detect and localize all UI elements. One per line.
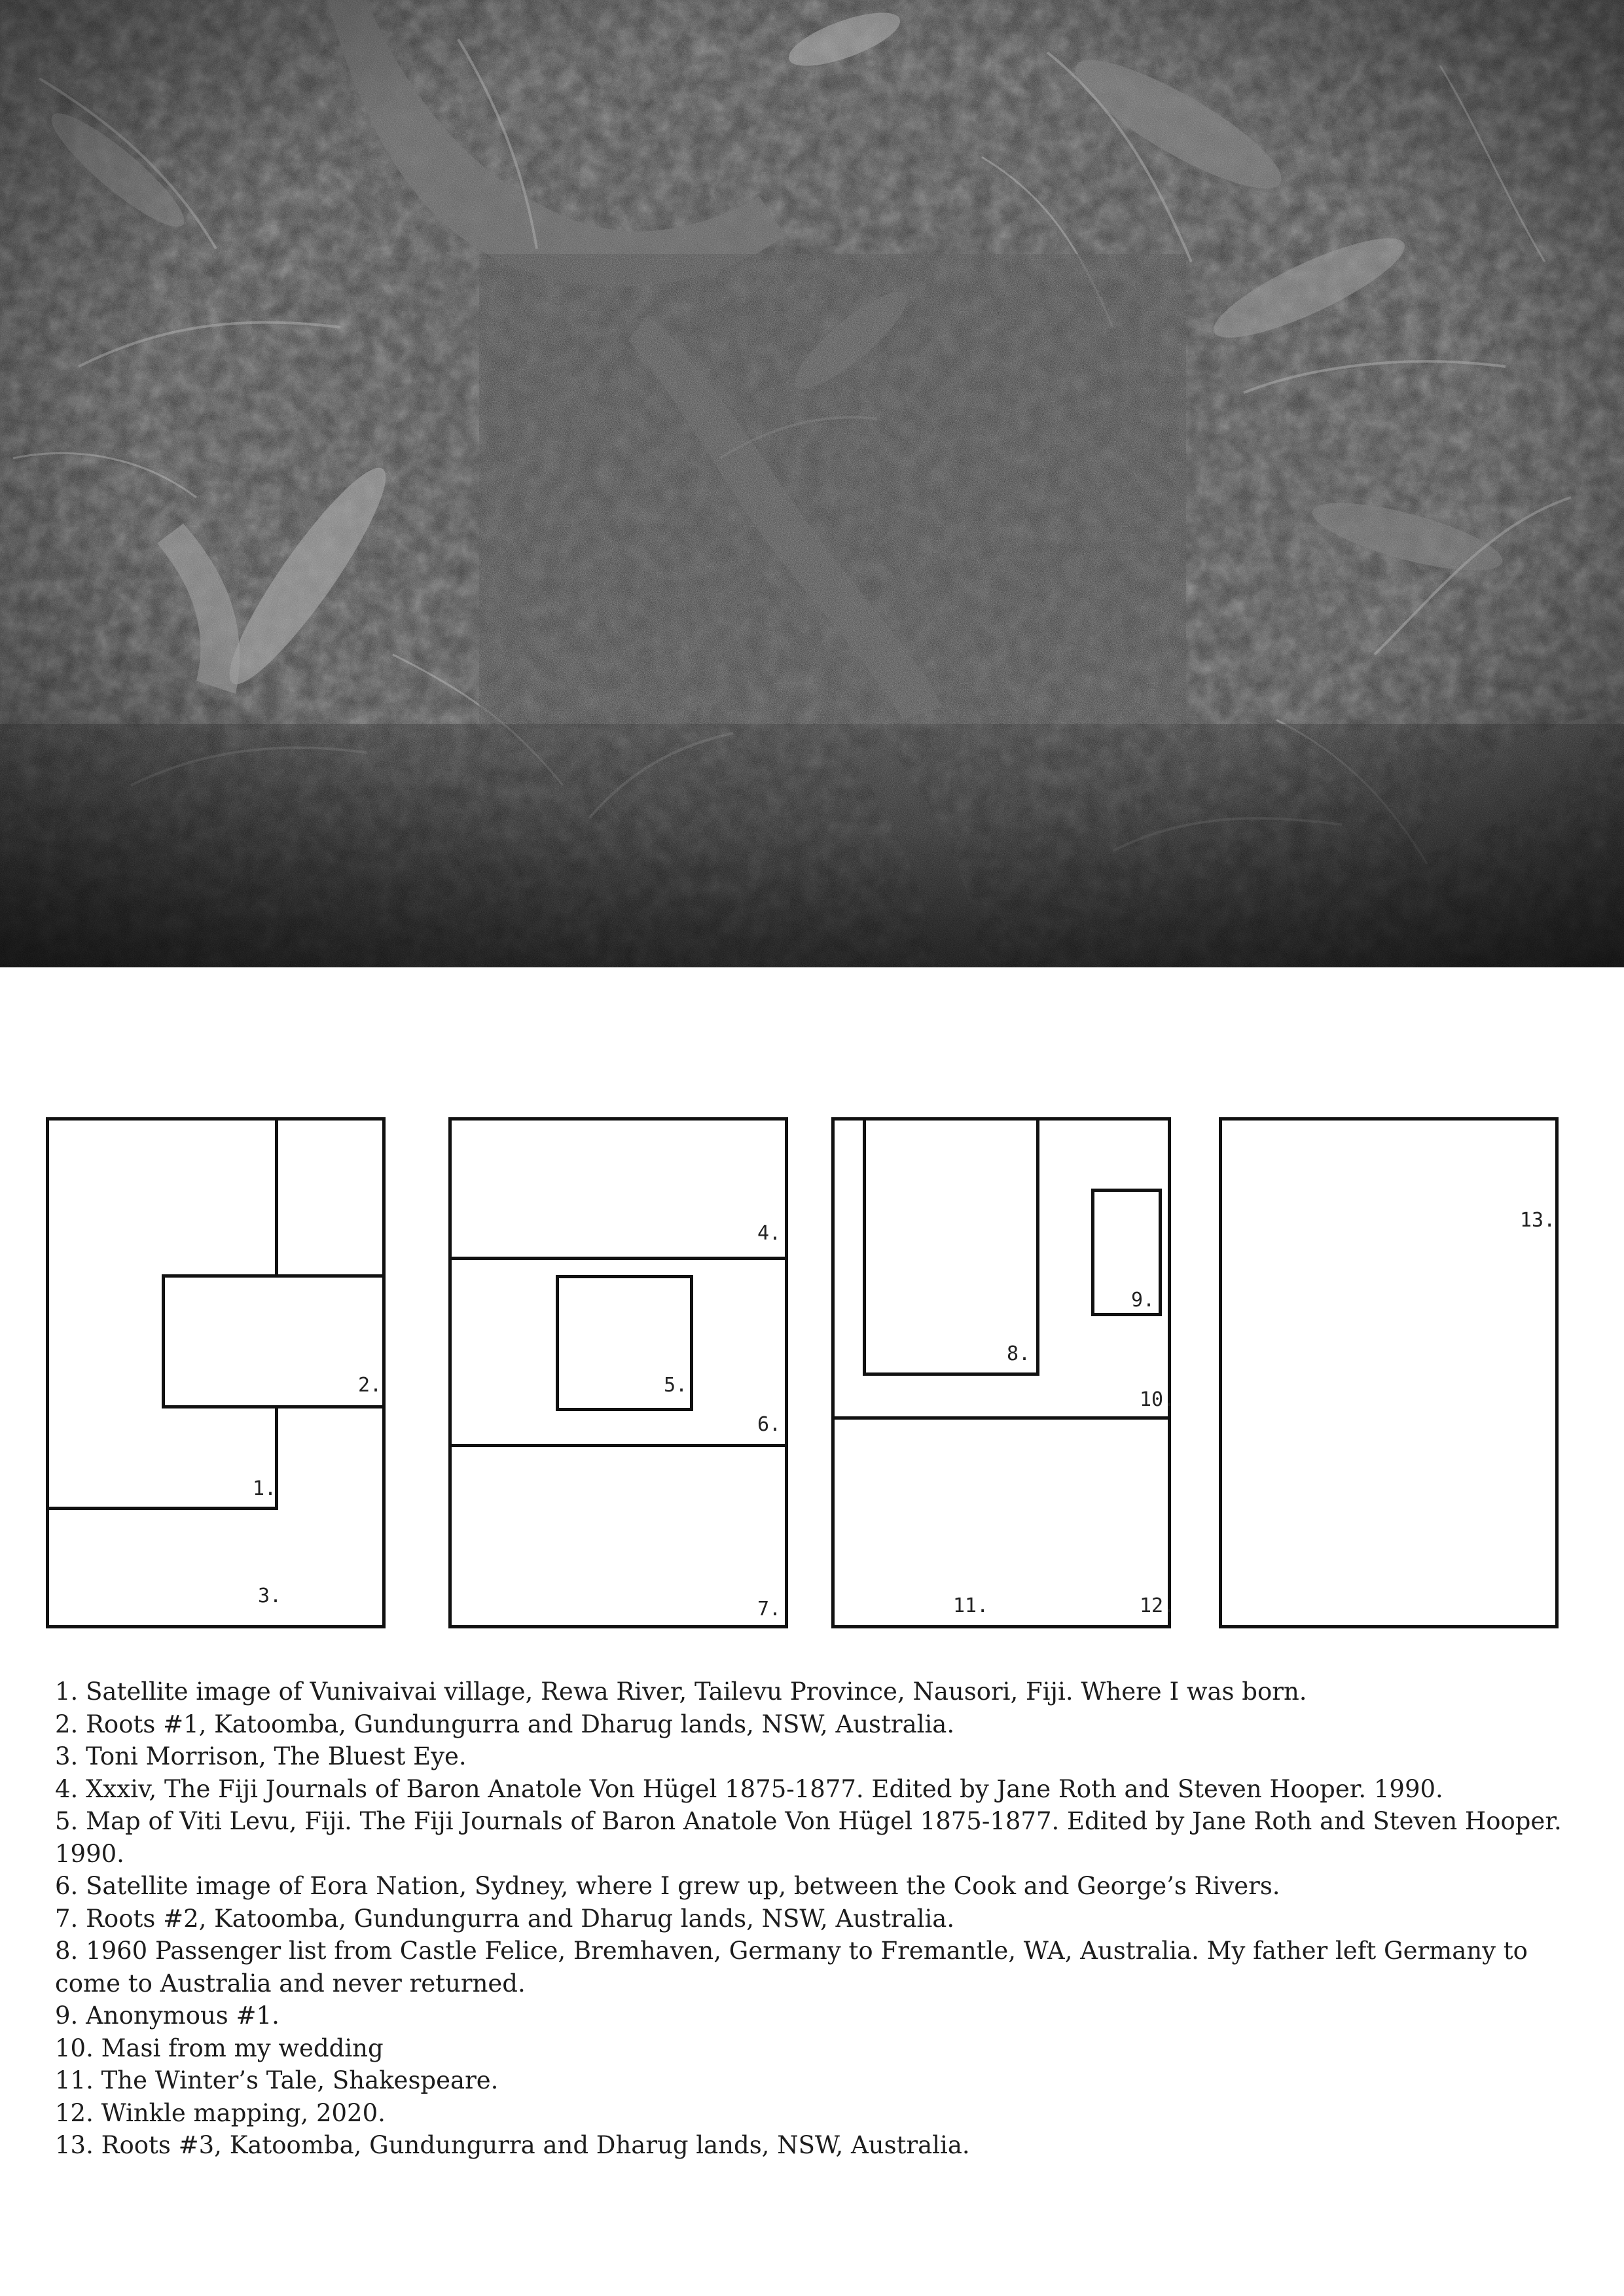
layout-diagram-1 xyxy=(46,1117,386,1628)
divider xyxy=(835,1416,1168,1420)
region-8 xyxy=(863,1117,1039,1376)
divider xyxy=(452,1444,785,1447)
caption-2: 2. Roots #1, Katoomba, Gundungurra and Dharug lands, NSW, Australia. xyxy=(55,1710,955,1738)
label-1: 1. xyxy=(253,1477,277,1500)
label-12: 12. xyxy=(1140,1594,1176,1617)
region-2 xyxy=(162,1274,386,1408)
label-7: 7. xyxy=(757,1598,782,1621)
label-6: 6. xyxy=(757,1413,782,1436)
label-2: 2. xyxy=(358,1374,382,1397)
label-13: 13. xyxy=(1520,1209,1556,1232)
caption-5: 5. Map of Viti Levu, Fiji. The Fiji Journals of Baron Anatole Von Hügel 1875-1877. Edited by Jane Roth and Steven Hooper. 1990. xyxy=(55,1807,1562,1868)
layout-diagram-2 xyxy=(448,1117,788,1628)
label-4: 4. xyxy=(757,1222,782,1245)
caption-6: 6. Satellite image of Eora Nation, Sydney, where I grew up, between the Cook and George’s Rivers. xyxy=(55,1872,1280,1900)
label-11: 11. xyxy=(953,1594,989,1617)
label-5: 5. xyxy=(664,1374,688,1397)
caption-9: 9. Anonymous #1. xyxy=(55,2001,280,2030)
caption-1: 1. Satellite image of Vunivaivai village, Rewa River, Tailevu Province, Nausori, Fiji. Where I was born. xyxy=(55,1677,1307,1706)
caption-10: 10. Masi from my wedding xyxy=(55,2034,384,2062)
label-8: 8. xyxy=(1007,1342,1031,1365)
caption-4: 4. Xxxiv, The Fiji Journals of Baron Anatole Von Hügel 1875-1877. Edited by Jane Roth and Steven Hooper. 1990. xyxy=(55,1774,1443,1803)
divider xyxy=(452,1257,785,1260)
caption-3: 3. Toni Morrison, The Bluest Eye. xyxy=(55,1742,467,1770)
caption-11: 11. The Winter’s Tale, Shakespeare. xyxy=(55,2066,499,2094)
caption-13: 13. Roots #3, Katoomba, Gundungurra and Dharug lands, NSW, Australia. xyxy=(55,2131,970,2159)
caption-list xyxy=(55,1676,1580,2162)
forest-floor-photo xyxy=(0,0,1624,967)
caption-12: 12. Winkle mapping, 2020. xyxy=(55,2098,386,2127)
divider xyxy=(49,1507,278,1510)
caption-7: 7. Roots #2, Katoomba, Gundungurra and Dharug lands, NSW, Australia. xyxy=(55,1904,955,1933)
caption-8: 8. 1960 Passenger list from Castle Felice, Bremhaven, Germany to Fremantle, WA, Australia. My father left Germany to come to Australia and never returned. xyxy=(55,1937,1528,1998)
layout-diagram-3 xyxy=(831,1117,1176,1628)
label-9: 9. xyxy=(1131,1289,1155,1312)
label-10: 10. xyxy=(1140,1388,1176,1411)
label-3: 3. xyxy=(258,1585,282,1607)
forest-floor-collage-photo xyxy=(0,0,1624,967)
divider xyxy=(275,1121,278,1278)
layout-diagram-4 xyxy=(1219,1117,1559,1628)
